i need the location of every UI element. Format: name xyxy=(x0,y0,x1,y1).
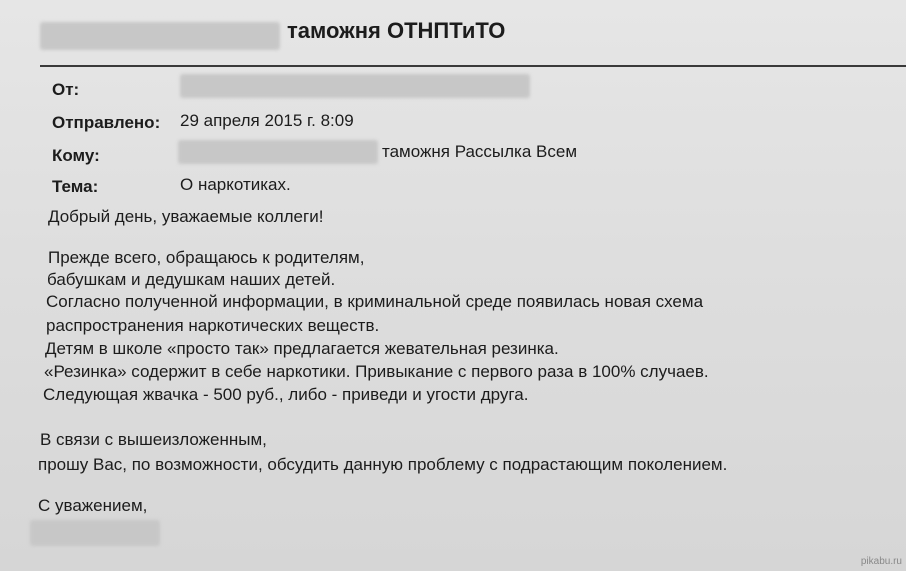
greeting: Добрый день, уважаемые коллеги! xyxy=(48,207,324,226)
body-line: прошу Вас, по возможности, обсудить данную проблему с подрастающим поколением. xyxy=(38,455,728,474)
body-line: Прежде всего, обращаюсь к родителям, xyxy=(48,248,365,267)
email-title: таможня ОТНПТиТО xyxy=(287,18,506,43)
body-line: бабушкам и дедушкам наших детей. xyxy=(47,270,336,289)
body-line: В связи с вышеизложенным, xyxy=(40,430,267,449)
subject-label: Тема: xyxy=(52,177,99,196)
body-line: «Резинка» содержит в себе наркотики. Привыкание с первого раза в 100% случаев. xyxy=(44,362,709,381)
to-label: Кому: xyxy=(52,146,100,165)
subject-value: О наркотиках. xyxy=(180,175,291,194)
body-line: Следующая жвачка - 500 руб., либо - приведи и угости друга. xyxy=(43,385,529,404)
redacted-signature xyxy=(30,520,160,546)
redacted-to-address xyxy=(178,140,378,164)
closing: С уважением, xyxy=(38,496,148,515)
redacted-from-address xyxy=(180,74,530,98)
body-line: Согласно полученной информации, в криминальной среде появилась новая схема xyxy=(46,292,704,311)
body-line: распространения наркотических веществ. xyxy=(46,316,380,335)
from-label: От: xyxy=(52,80,80,99)
sent-value: 29 апреля 2015 г. 8:09 xyxy=(180,111,354,130)
watermark: pikabu.ru xyxy=(860,556,902,567)
redacted-sender-name xyxy=(40,22,280,50)
header-divider xyxy=(40,65,906,67)
body-line: Детям в школе «просто так» предлагается жевательная резинка. xyxy=(45,339,559,358)
sent-label: Отправлено: xyxy=(52,113,161,132)
to-value: таможня Рассылка Всем xyxy=(382,142,578,161)
